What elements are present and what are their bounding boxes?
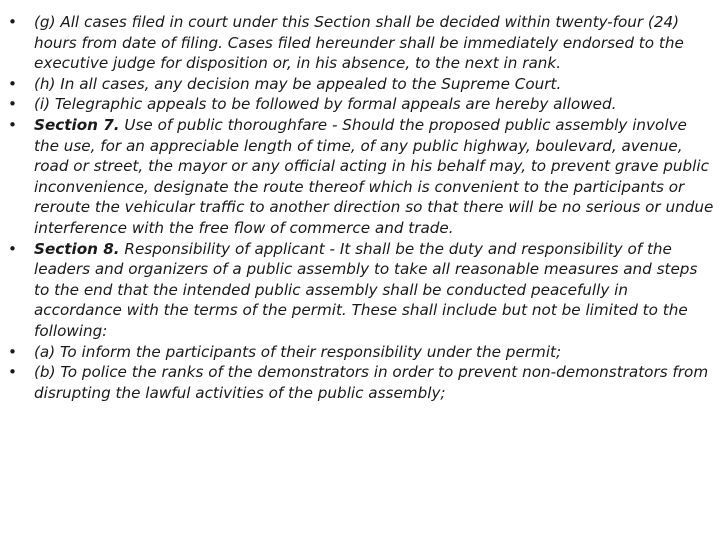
list-item — [8, 115, 714, 239]
list-item — [8, 12, 714, 74]
bullet-icon: • — [8, 239, 17, 258]
item-text: (g) All cases filed in court under this Section shall be decided within twenty-four (24) hours from date of filing. Cases filed hereunder shall be immediately endorsed to the executive judge for disposition or, in his absence, to the next in rank. — [34, 13, 684, 73]
bullet-icon: • — [8, 74, 17, 93]
list-item — [8, 239, 714, 342]
list-item — [8, 362, 714, 403]
item-text — [34, 239, 714, 342]
bullet-icon: • — [8, 115, 17, 134]
bullet-icon: • — [8, 363, 17, 382]
item-text: (i) Telegraphic appeals to be followed by formal appeals are hereby allowed. — [34, 95, 617, 114]
item-text — [34, 115, 714, 239]
section-body: Use of public thoroughfare - Should the proposed public assembly involve the use, for an appreciable length of time, of any public highway, boulevard, avenue, road or street, the mayor or any official acting in his behalf may, to prevent grave public inconvenience, designate the route thereof which is convenient to the participants or reroute the vehicular traffic to another direction so that there will be no serious or undue interference with the free flow of commerce and trade. — [34, 115, 714, 237]
section-body: Responsibility of applicant - It shall be the duty and responsibility of the leaders and organizers of a public assembly to take all reasonable measures and steps to the end that the intended public assembly shall be conducted peacefully in accordance with the terms of the permit. These shall include but not be limited to the following: — [34, 239, 698, 340]
section-heading: Section 7. — [34, 115, 120, 134]
item-text: (h) In all cases, any decision may be appealed to the Supreme Court. — [34, 74, 562, 93]
bullet-icon: • — [8, 13, 17, 31]
bullet-icon: • — [8, 342, 17, 361]
section-heading: Section 8. — [34, 239, 120, 258]
bullet-icon: • — [8, 95, 17, 114]
list-item — [8, 94, 714, 115]
bullet-list — [8, 12, 714, 403]
list-item — [8, 74, 714, 95]
item-text: (a) To inform the participants of their responsibility under the permit; — [34, 342, 562, 361]
list-item — [8, 342, 714, 363]
item-text: (b) To police the ranks of the demonstrators in order to prevent non-demonstrators from disrupting the lawful activities of the public assembly; — [34, 363, 709, 402]
